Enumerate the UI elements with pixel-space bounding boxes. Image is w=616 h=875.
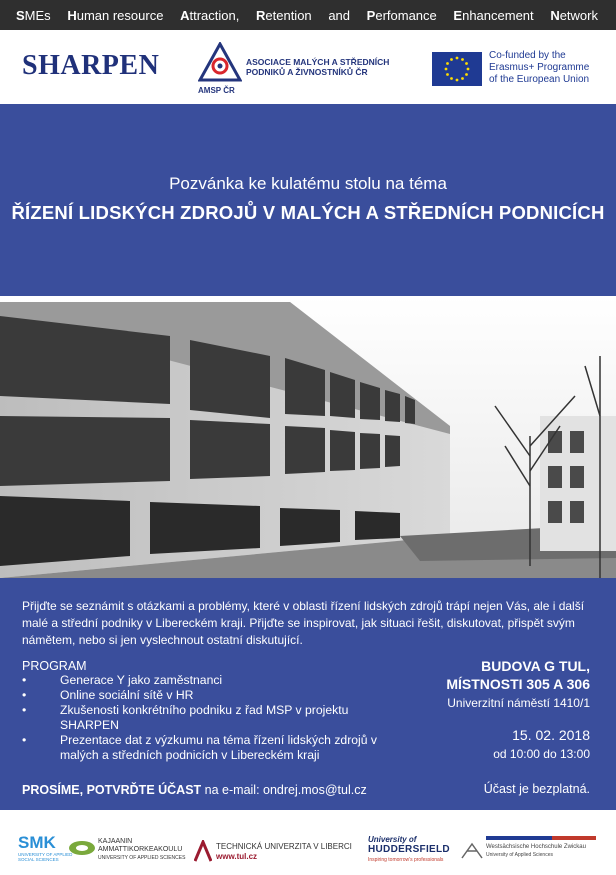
eu-flag-icon (432, 52, 482, 86)
partner-logos-footer (0, 810, 616, 875)
event-description: Přijďte se seznámit s otázkami a problémy, které v oblasti řízení lidských zdrojů trápí nejen Vás, ale i další malé a střední podniky v Libereckém kraji. Přijďte se inspirovat, jak situaci řešit, diskutovat, přispět svým námětem, nebo si jen vyslechnout ostatní diskutující. (22, 599, 585, 647)
zwickau-color-stripe (486, 836, 596, 840)
partner-logos-header (0, 30, 616, 104)
admission-note: Účast je bezplatná. (483, 782, 590, 796)
title-word: Enhancement (453, 7, 534, 23)
amsp-name: ASOCIACE MALÝCH A STŘEDNÍCH PODNIKŮ A ŽIVNOSTNÍKŮ ČR (246, 57, 390, 77)
venue-building: BUDOVA G TUL, (481, 658, 590, 674)
invitation-banner (0, 104, 616, 296)
venue-rooms: MÍSTNOSTI 305 A 306 (446, 676, 590, 692)
title-word: and (328, 7, 351, 23)
tul-logo: TECHNICKÁ UNIVERZITA V LIBERCI www.tul.cz (216, 842, 352, 861)
title-word: Attraction, (180, 7, 240, 23)
venue-address: Univerzitní náměstí 1410/1 (447, 696, 590, 710)
program-list (22, 673, 392, 763)
event-time: od 10:00 do 13:00 (493, 747, 590, 761)
program-item: • Generace Y jako zaměstnanci (22, 673, 392, 688)
title-word: Retention (256, 7, 312, 23)
erasmus-cofunding-text: Co-funded by the Erasmus+ Programme of the European Union (489, 50, 590, 85)
amsp-short-name: AMSP ČR (198, 86, 235, 95)
amsp-logo-icon (198, 42, 242, 84)
zwickau-logo-icon (460, 840, 484, 862)
university-building-photo (0, 296, 616, 578)
project-title-bar (0, 0, 616, 30)
invitation-headline: ŘÍZENÍ LIDSKÝCH ZDROJŮ V MALÝCH A STŘEDNÍCH PODNICÍCH (11, 202, 605, 223)
huddersfield-logo: University of HUDDERSFIELD Inspiring tomorrow's professionals (368, 835, 450, 863)
smk-logo: SMK UNIVERSITY OF APPLIED SOCIAL SCIENCES (18, 833, 73, 862)
program-heading: PROGRAM (22, 659, 87, 673)
program-item: • Online sociální sítě v HR (22, 688, 392, 703)
program-item: • Zkušenosti konkrétního podniku z řad MSP v projektu SHARPEN (22, 703, 392, 733)
program-item: • Prezentace dat z výzkumu na téma řízení lidských zdrojů v malých a středních podnicích v Libereckém kraji (22, 733, 392, 763)
event-date: 15. 02. 2018 (512, 727, 590, 743)
kajaani-logo: KAJAANIN AMMATTIKORKEAKOULU UNIVERSITY OF APPLIED SCIENCES (98, 838, 186, 861)
sharpen-logo: SHARPEN (22, 50, 160, 81)
rsvp-email: na e-mail: ondrej.mos@tul.cz (201, 783, 367, 797)
title-word: Network (550, 7, 598, 23)
title-word: SMEs (16, 7, 51, 23)
tul-logo-icon (194, 840, 212, 862)
kajaani-leaf-icon (68, 838, 96, 858)
zwickau-logo: Westsächsische Hochschule Zwickau University of Applied Sciences (486, 844, 586, 858)
title-word: Perfomance (366, 7, 437, 23)
rsvp-line: PROSÍME, POTVRĎTE ÚČAST na e-mail: ondrej.mos@tul.cz (22, 783, 367, 797)
event-details (0, 578, 616, 810)
invitation-intro: Pozvánka ke kulatému stolu na téma (169, 174, 447, 193)
title-word: Human resource (67, 7, 164, 23)
